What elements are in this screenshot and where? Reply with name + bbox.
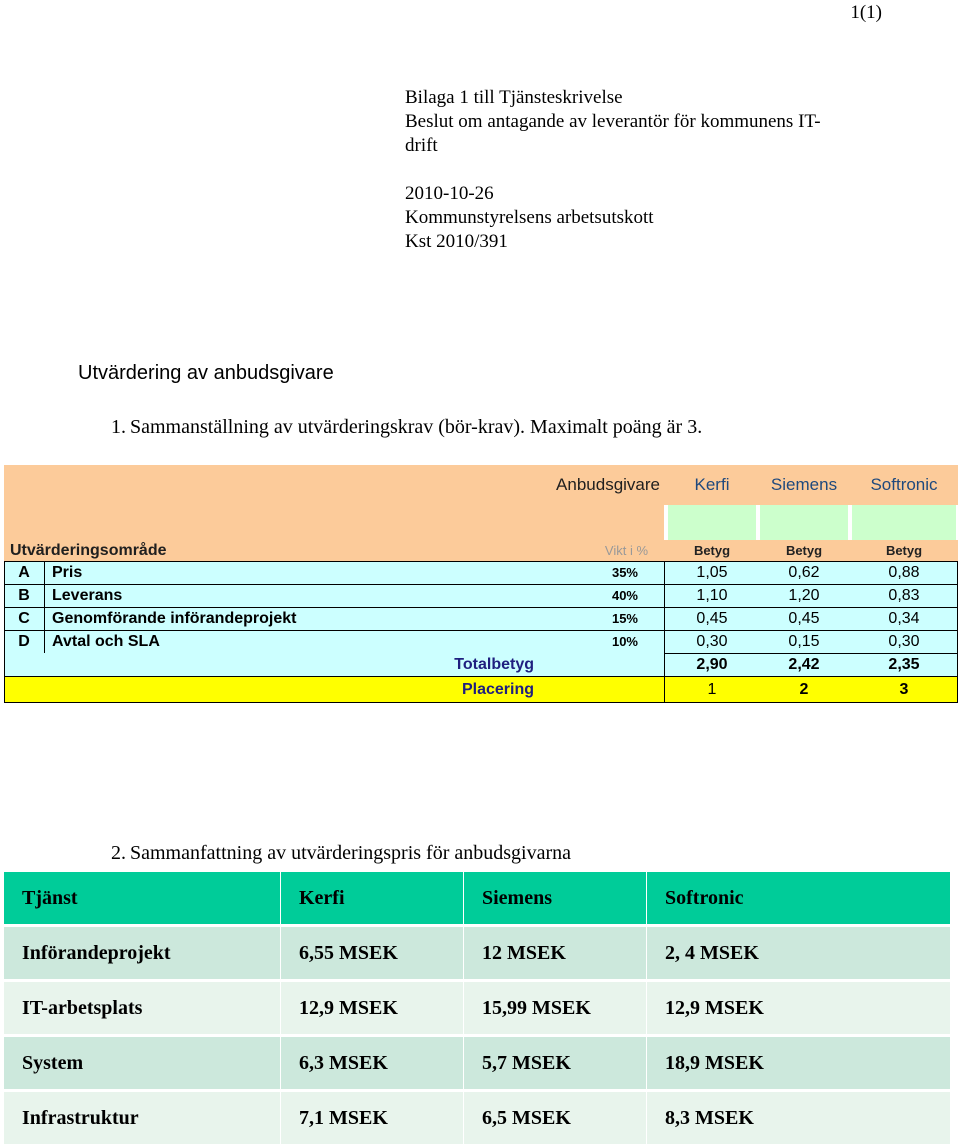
- grid-line: [957, 561, 958, 703]
- header-committee: Kommunstyrelsens arbetsutskott: [405, 207, 654, 228]
- row-score: 0,30: [888, 632, 920, 650]
- row-score: 1,05: [696, 563, 728, 581]
- bidder-name: Siemens: [770, 475, 838, 494]
- grid-line: [4, 561, 5, 703]
- grid-line: [664, 653, 958, 654]
- area-column-header: Utvärderingsområde: [10, 541, 167, 559]
- subsection-1-heading: [111, 416, 702, 439]
- row-score: 0,15: [788, 632, 820, 650]
- header-date: 2010-10-26: [405, 183, 494, 204]
- total-score: 2,35: [888, 655, 920, 673]
- evaluation-table: [4, 465, 958, 703]
- price-value: 6,3 MSEK: [281, 1037, 463, 1089]
- document-header: [405, 86, 885, 254]
- placement-value: 1: [707, 680, 717, 698]
- price-value: 12,9 MSEK: [647, 982, 950, 1034]
- subsection-text: Sammanfattning av utvärderingspris för anbudsgivarna: [130, 842, 571, 864]
- price-column-header: Tjänst: [4, 872, 280, 924]
- price-value: 5,7 MSEK: [464, 1037, 646, 1089]
- bidder-name: Kerfi: [694, 475, 730, 494]
- price-value: 18,9 MSEK: [647, 1037, 950, 1089]
- row-score: 0,62: [788, 563, 820, 581]
- subsection-2-heading: [111, 842, 571, 865]
- grid-line: [4, 676, 958, 677]
- grid-line: [4, 584, 958, 585]
- price-value: 15,99 MSEK: [464, 982, 646, 1034]
- price-value: 12 MSEK: [464, 927, 646, 979]
- price-value: 6,5 MSEK: [464, 1092, 646, 1144]
- header-line: drift: [405, 135, 438, 156]
- page-number: 1(1): [850, 2, 882, 23]
- table-row: [4, 630, 958, 653]
- price-value: 6,55 MSEK: [281, 927, 463, 979]
- row-score: 0,34: [888, 609, 920, 627]
- total-row: [4, 653, 958, 676]
- empty-cell: [760, 505, 848, 540]
- table-row: [4, 561, 958, 584]
- price-value: 7,1 MSEK: [281, 1092, 463, 1144]
- empty-cell: [852, 505, 956, 540]
- row-area: Leverans: [52, 586, 123, 604]
- subsection-number: 1.: [111, 416, 126, 438]
- row-code: A: [18, 563, 30, 581]
- price-value: 12,9 MSEK: [281, 982, 463, 1034]
- price-row: [4, 1037, 950, 1089]
- row-area: Avtal och SLA: [52, 632, 160, 650]
- total-score: 2,90: [696, 655, 728, 673]
- row-score: 0,88: [888, 563, 920, 581]
- score-column-header: Betyg: [885, 543, 923, 558]
- row-weight: 10%: [611, 634, 638, 649]
- price-value: 8,3 MSEK: [647, 1092, 950, 1144]
- row-score: 0,83: [888, 586, 920, 604]
- row-area: Genomförande införandeprojekt: [52, 609, 297, 627]
- service-name: IT-arbetsplats: [4, 982, 280, 1034]
- header-line: Bilaga 1 till Tjänsteskrivelse: [405, 87, 623, 108]
- placement-value: 2: [799, 680, 809, 698]
- subsection-text: Sammanställning av utvärderingskrav (bör-krav). Maximalt poäng är 3.: [130, 416, 703, 438]
- row-code: D: [18, 632, 30, 650]
- row-area: Pris: [52, 563, 83, 581]
- bidder-label: Anbudsgivare: [556, 475, 660, 494]
- header-line: Beslut om antagande av leverantör för kommunens IT-: [405, 111, 821, 132]
- price-row: [4, 927, 950, 979]
- price-column-header: Kerfi: [281, 872, 463, 924]
- subsection-number: 2.: [111, 842, 126, 864]
- price-table: [4, 872, 950, 1145]
- grid-line: [44, 561, 45, 653]
- score-column-header: Betyg: [785, 543, 823, 558]
- price-row: [4, 1092, 950, 1144]
- bidder-name: Softronic: [870, 475, 938, 494]
- section-title: Utvärdering av anbudsgivare: [78, 362, 334, 384]
- grid-line: [4, 607, 958, 608]
- placement-label: Placering: [461, 680, 534, 698]
- grid-line: [4, 561, 958, 562]
- price-value: 2, 4 MSEK: [647, 927, 950, 979]
- row-weight: 35%: [611, 565, 638, 580]
- table-row: [4, 607, 958, 630]
- table-row: [4, 584, 958, 607]
- row-score: 0,45: [788, 609, 820, 627]
- grid-line: [4, 630, 958, 631]
- price-column-header: Siemens: [464, 872, 646, 924]
- price-header-row: [4, 872, 950, 924]
- total-label: Totalbetyg: [454, 655, 534, 673]
- header-case-number: Kst 2010/391: [405, 231, 508, 252]
- weight-column-header: Vikt i %: [604, 543, 648, 558]
- row-score: 0,45: [696, 609, 728, 627]
- service-name: System: [4, 1037, 280, 1089]
- service-name: Infrastruktur: [4, 1092, 280, 1144]
- grid-line: [664, 561, 665, 703]
- row-weight: 40%: [611, 588, 638, 603]
- placement-value: 3: [899, 680, 909, 698]
- empty-cell: [668, 505, 756, 540]
- total-score: 2,42: [788, 655, 820, 673]
- price-column-header: Softronic: [647, 872, 950, 924]
- row-code: C: [18, 609, 30, 627]
- row-score: 0,30: [696, 632, 728, 650]
- row-code: B: [18, 586, 30, 604]
- row-score: 1,10: [696, 586, 728, 604]
- price-row: [4, 982, 950, 1034]
- grid-line: [4, 702, 958, 703]
- score-column-header: Betyg: [693, 543, 731, 558]
- service-name: Införandeprojekt: [4, 927, 280, 979]
- placement-row: [4, 676, 958, 703]
- row-score: 1,20: [788, 586, 820, 604]
- row-weight: 15%: [611, 611, 638, 626]
